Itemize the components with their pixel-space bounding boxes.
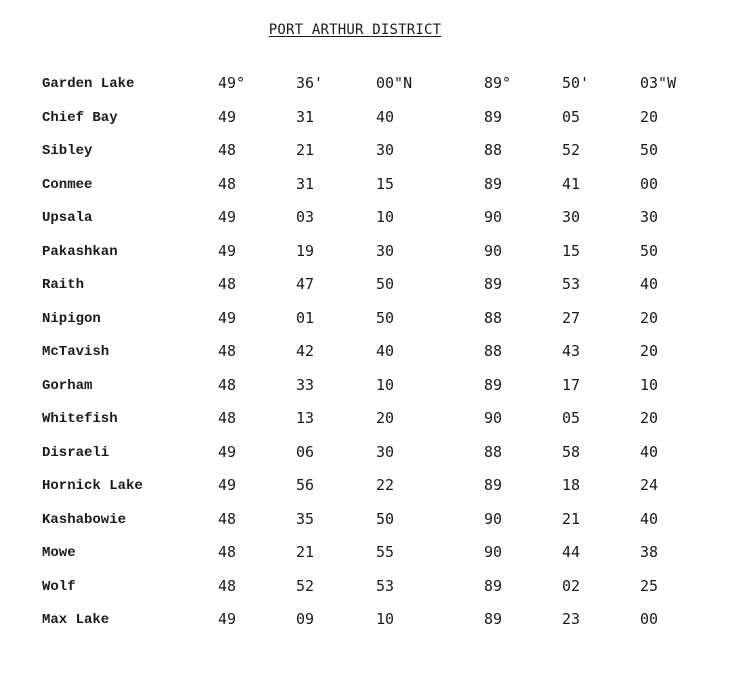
latitude-degrees: 49 xyxy=(218,476,237,494)
latitude-degrees: 49 xyxy=(218,107,237,126)
station-name: Nipigon xyxy=(42,310,101,327)
page-title: PORT ARTHUR DISTRICT xyxy=(268,22,442,38)
latitude-minutes: 36' xyxy=(296,74,324,92)
longitude-seconds: 10 xyxy=(640,375,659,394)
longitude-minutes: 15 xyxy=(562,241,581,260)
longitude-seconds: 50 xyxy=(640,141,659,159)
latitude-minutes: 35 xyxy=(296,509,315,528)
latitude-minutes: 31 xyxy=(296,107,315,126)
longitude-seconds: 30 xyxy=(640,208,659,226)
longitude-minutes: 50' xyxy=(562,74,590,92)
table-row xyxy=(0,401,750,435)
latitude-degrees: 49° xyxy=(218,74,246,92)
station-name: Gorham xyxy=(42,377,93,394)
table-row xyxy=(0,535,750,569)
station-name: Hornick Lake xyxy=(42,478,143,494)
table-row xyxy=(0,435,750,469)
latitude-seconds: 30 xyxy=(376,241,395,260)
latitude-seconds: 20 xyxy=(376,409,395,427)
latitude-degrees: 48 xyxy=(218,141,237,159)
longitude-degrees: 89 xyxy=(484,107,503,126)
station-name: Upsala xyxy=(42,210,93,226)
longitude-minutes: 43 xyxy=(562,342,581,360)
longitude-degrees: 89° xyxy=(484,74,512,92)
longitude-minutes: 17 xyxy=(562,375,581,394)
latitude-degrees: 48 xyxy=(218,174,237,193)
station-name: McTavish xyxy=(42,344,110,360)
latitude-seconds: 00"N xyxy=(376,74,413,92)
longitude-seconds: 40 xyxy=(640,509,659,528)
table-row xyxy=(0,468,750,502)
station-name: Conmee xyxy=(42,176,93,193)
latitude-degrees: 49 xyxy=(218,208,237,226)
longitude-minutes: 41 xyxy=(562,174,581,193)
longitude-seconds: 20 xyxy=(640,409,659,427)
longitude-degrees: 90 xyxy=(484,509,503,528)
station-name: Pakashkan xyxy=(42,243,118,260)
latitude-seconds: 53 xyxy=(376,576,395,595)
station-name: Sibley xyxy=(42,143,93,159)
longitude-minutes: 52 xyxy=(562,141,581,159)
longitude-degrees: 88 xyxy=(484,308,503,327)
table-row xyxy=(0,167,750,201)
longitude-degrees: 90 xyxy=(484,241,503,260)
longitude-degrees: 89 xyxy=(484,275,503,293)
longitude-degrees: 90 xyxy=(484,409,503,427)
station-name: Kashabowie xyxy=(42,511,127,528)
latitude-minutes: 03 xyxy=(296,208,315,226)
table-row xyxy=(0,66,750,100)
table-row xyxy=(0,267,750,301)
latitude-minutes: 31 xyxy=(296,174,315,193)
station-name: Raith xyxy=(42,277,85,293)
table-row xyxy=(0,502,750,536)
longitude-degrees: 88 xyxy=(484,141,503,159)
latitude-degrees: 49 xyxy=(218,241,237,260)
latitude-minutes: 47 xyxy=(296,275,315,293)
latitude-seconds: 50 xyxy=(376,275,395,293)
latitude-seconds: 30 xyxy=(376,141,395,159)
latitude-minutes: 06 xyxy=(296,442,315,461)
latitude-minutes: 42 xyxy=(296,342,315,360)
longitude-seconds: 40 xyxy=(640,275,659,293)
table-row xyxy=(0,200,750,234)
longitude-seconds: 20 xyxy=(640,107,659,126)
longitude-seconds: 25 xyxy=(640,576,659,595)
latitude-degrees: 48 xyxy=(218,509,237,528)
station-name: Max Lake xyxy=(42,612,110,628)
latitude-degrees: 48 xyxy=(218,375,237,394)
latitude-seconds: 10 xyxy=(376,375,395,394)
table-row xyxy=(0,133,750,167)
latitude-minutes: 56 xyxy=(296,476,315,494)
longitude-degrees: 89 xyxy=(484,174,503,193)
latitude-seconds: 15 xyxy=(376,174,395,193)
latitude-minutes: 52 xyxy=(296,576,315,595)
longitude-seconds: 00 xyxy=(640,610,659,628)
latitude-seconds: 10 xyxy=(376,610,395,628)
longitude-seconds: 03"W xyxy=(640,74,677,92)
station-name: Wolf xyxy=(42,578,76,595)
latitude-minutes: 21 xyxy=(296,141,315,159)
longitude-minutes: 02 xyxy=(562,576,581,595)
longitude-seconds: 00 xyxy=(640,174,659,193)
latitude-seconds: 40 xyxy=(376,107,395,126)
table-row xyxy=(0,301,750,335)
table-row xyxy=(0,602,750,636)
longitude-degrees: 90 xyxy=(484,543,503,561)
station-name: Mowe xyxy=(42,545,76,561)
latitude-seconds: 40 xyxy=(376,342,395,360)
latitude-minutes: 21 xyxy=(296,543,315,561)
latitude-minutes: 13 xyxy=(296,409,315,427)
coordinates-table xyxy=(0,66,750,636)
longitude-seconds: 50 xyxy=(640,241,659,260)
station-name: Chief Bay xyxy=(42,109,118,126)
longitude-minutes: 05 xyxy=(562,107,581,126)
longitude-seconds: 24 xyxy=(640,476,659,494)
table-row xyxy=(0,334,750,368)
longitude-seconds: 38 xyxy=(640,543,659,561)
longitude-minutes: 58 xyxy=(562,442,581,461)
longitude-minutes: 21 xyxy=(562,509,581,528)
station-name: Garden Lake xyxy=(42,76,135,92)
longitude-minutes: 44 xyxy=(562,543,581,561)
longitude-seconds: 20 xyxy=(640,308,659,327)
station-name: Disraeli xyxy=(42,444,110,461)
longitude-minutes: 30 xyxy=(562,208,581,226)
longitude-minutes: 53 xyxy=(562,275,581,293)
latitude-degrees: 49 xyxy=(218,308,237,327)
longitude-degrees: 89 xyxy=(484,610,503,628)
longitude-seconds: 20 xyxy=(640,342,659,360)
station-name: Whitefish xyxy=(42,411,118,427)
latitude-seconds: 50 xyxy=(376,308,395,327)
latitude-degrees: 48 xyxy=(218,576,237,595)
table-row xyxy=(0,368,750,402)
latitude-minutes: 09 xyxy=(296,610,315,628)
latitude-seconds: 22 xyxy=(376,476,395,494)
latitude-minutes: 19 xyxy=(296,241,315,260)
latitude-minutes: 01 xyxy=(296,308,315,327)
latitude-seconds: 30 xyxy=(376,442,395,461)
latitude-degrees: 48 xyxy=(218,342,237,360)
latitude-degrees: 49 xyxy=(218,442,237,461)
longitude-degrees: 88 xyxy=(484,342,503,360)
latitude-degrees: 48 xyxy=(218,409,237,427)
longitude-degrees: 88 xyxy=(484,442,503,461)
latitude-seconds: 50 xyxy=(376,509,395,528)
longitude-minutes: 27 xyxy=(562,308,581,327)
longitude-seconds: 40 xyxy=(640,442,659,461)
table-row xyxy=(0,100,750,134)
longitude-degrees: 90 xyxy=(484,208,503,226)
longitude-minutes: 23 xyxy=(562,610,581,628)
longitude-minutes: 05 xyxy=(562,409,581,427)
latitude-degrees: 49 xyxy=(218,610,237,628)
longitude-degrees: 89 xyxy=(484,476,503,494)
table-row xyxy=(0,234,750,268)
latitude-minutes: 33 xyxy=(296,375,315,394)
latitude-degrees: 48 xyxy=(218,275,237,293)
longitude-minutes: 18 xyxy=(562,476,581,494)
latitude-degrees: 48 xyxy=(218,543,237,561)
longitude-degrees: 89 xyxy=(484,375,503,394)
longitude-degrees: 89 xyxy=(484,576,503,595)
table-row xyxy=(0,569,750,603)
latitude-seconds: 10 xyxy=(376,208,395,226)
latitude-seconds: 55 xyxy=(376,543,395,561)
